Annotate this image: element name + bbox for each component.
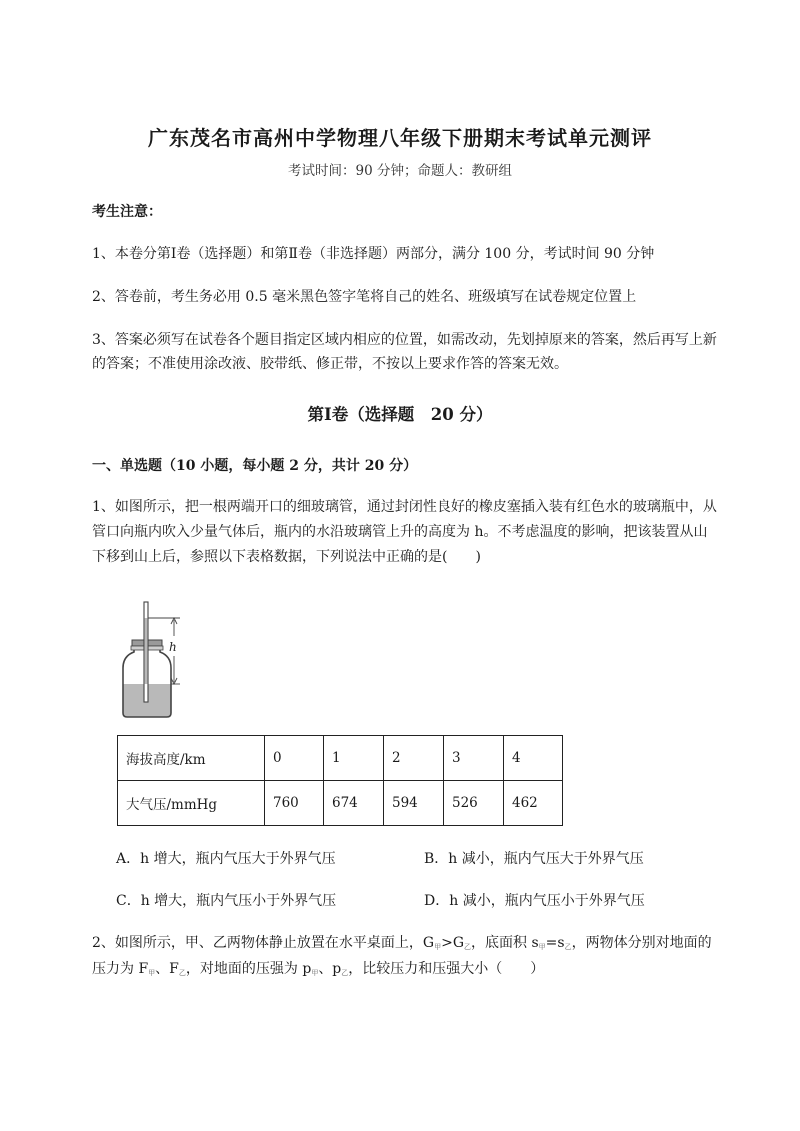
notice-item-1: 1、本卷分第Ⅰ卷（选择题）和第Ⅱ卷（非选择题）两部分，满分 100 分，考试时间 90 分钟 [92, 246, 655, 262]
table-cell: 2 [384, 736, 444, 781]
q2-line-1: 2、如图所示，甲、乙两物体静止放置在水平桌面上，$G_甲>G_乙$，底面积 $s_甲=s_乙$，两物体分别对地面的 [92, 935, 712, 951]
altitude-pressure-table [117, 735, 563, 826]
table-cell: 4 [504, 736, 563, 781]
exam-subtitle: 考试时间：90 分钟；命题人：教研组 [288, 163, 512, 179]
table-cell: 674 [324, 781, 384, 826]
q1-option-c[interactable]: C．h 增大，瓶内气压小于外界气压 [116, 893, 337, 909]
q1-line-2: 管口向瓶内吹入少量气体后，瓶内的水沿玻璃管上升的高度为 h。不考虑温度的影响，把该装置从山 [92, 524, 708, 540]
table-cell: 1 [324, 736, 384, 781]
notice-heading: 考生注意： [92, 204, 162, 220]
h-label: h [169, 640, 177, 654]
table-row [118, 736, 563, 781]
table-cell: 526 [444, 781, 504, 826]
notice-item-3: 3、答案必须写在试卷各个题目指定区域内相应的位置，如需改动，先划掉原来的答案，然后再写上新 [92, 332, 717, 348]
table-cell: 462 [504, 781, 563, 826]
q1-option-d[interactable]: D．h 减小，瓶内气压小于外界气压 [424, 893, 645, 909]
q1-option-b[interactable]: B．h 减小，瓶内气压大于外界气压 [424, 851, 644, 867]
q1-line-1: 1、如图所示，把一根两端开口的细玻璃管，通过封闭性良好的橡皮塞插入装有红色水的玻璃瓶中，从 [92, 499, 717, 515]
table-cell: 大气压/mmHg [118, 781, 265, 826]
table-cell: 760 [265, 781, 324, 826]
bottle-figure [112, 598, 202, 723]
q2-line-2: 压力为 $F_甲$、$F_乙$，对地面的压强为 $p_甲$、$p_乙$，比较压力和压强大小（ ） [92, 961, 545, 977]
table-cell: 0 [265, 736, 324, 781]
q1-option-a[interactable]: A．h 增大，瓶内气压大于外界气压 [116, 851, 336, 867]
table-cell: 594 [384, 781, 444, 826]
part-heading: 一、单选题（10 小题，每小题 2 分，共计 20 分） [92, 458, 418, 474]
section-title: 第Ⅰ卷（选择题 20 分） [307, 405, 493, 424]
table-cell: 海拔高度/km [118, 736, 265, 781]
notice-item-2: 2、答卷前，考生务必用 0.5 毫米黑色签字笔将自己的姓名、班级填写在试卷规定位置上 [92, 289, 637, 305]
notice-item-3-cont: 的答案；不准使用涂改液、胶带纸、修正带，不按以上要求作答的答案无效。 [92, 356, 568, 372]
page-title: 广东茂名市高州中学物理八年级下册期末考试单元测评 [148, 126, 652, 150]
table-cell: 3 [444, 736, 504, 781]
q1-line-3: 下移到山上后，参照以下表格数据，下列说法中正确的是( ) [92, 549, 481, 565]
table-row [118, 781, 563, 826]
